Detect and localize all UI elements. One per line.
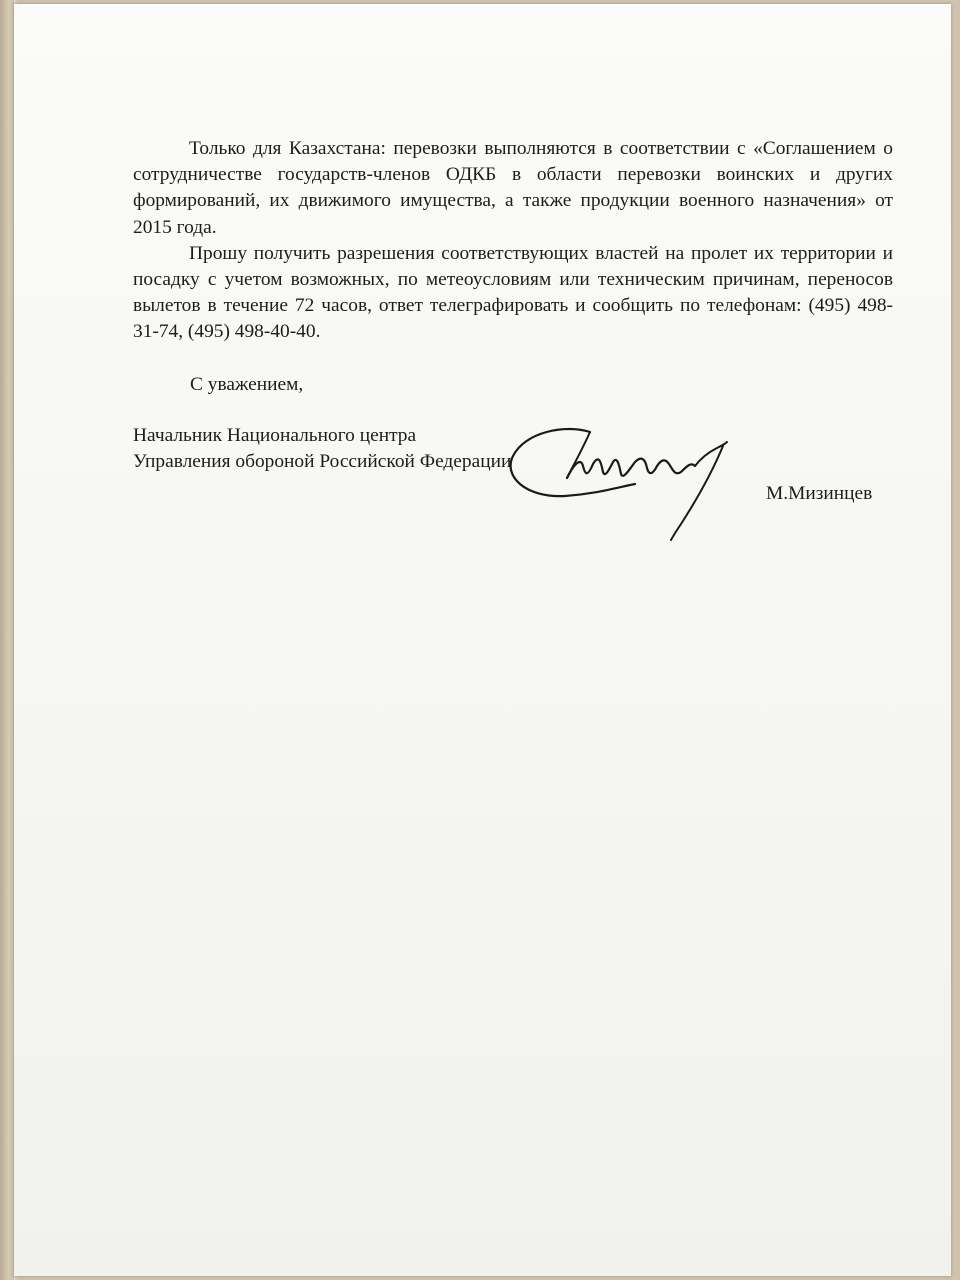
signatory-title: [133, 423, 511, 475]
signatory-title-line-1: Начальник Национального центра: [133, 425, 417, 446]
paragraph-kazakhstan: Только для Казахстана: перевозки выполняются в соответствии с «Соглашением о сотрудничестве государств-членов ОДКБ в области перевозки воинских и других формирований, их движимого имущества, а также продукции военного назначения» от 2015 года.: [133, 138, 893, 238]
signatory-title-line-2: Управления обороной Российской Федерации: [133, 451, 512, 472]
closing-salutation: С уважением,: [190, 374, 304, 395]
paragraph-request: Прошу получить разрешения соответствующих властей на пролет их территории и посадку с учетом возможных, по метеоусловиям или техническим причинам, переносов вылетов в течение 72 часов, ответ телеграфировать и сообщить по телефонам: (495) 498-31-74, (495) 498-40-40.: [133, 242, 893, 343]
signatory-name: М.Мизинцев: [766, 483, 873, 504]
letter-body: [133, 136, 893, 346]
handwritten-signature: [495, 418, 755, 548]
desk-edge: [0, 0, 14, 1280]
